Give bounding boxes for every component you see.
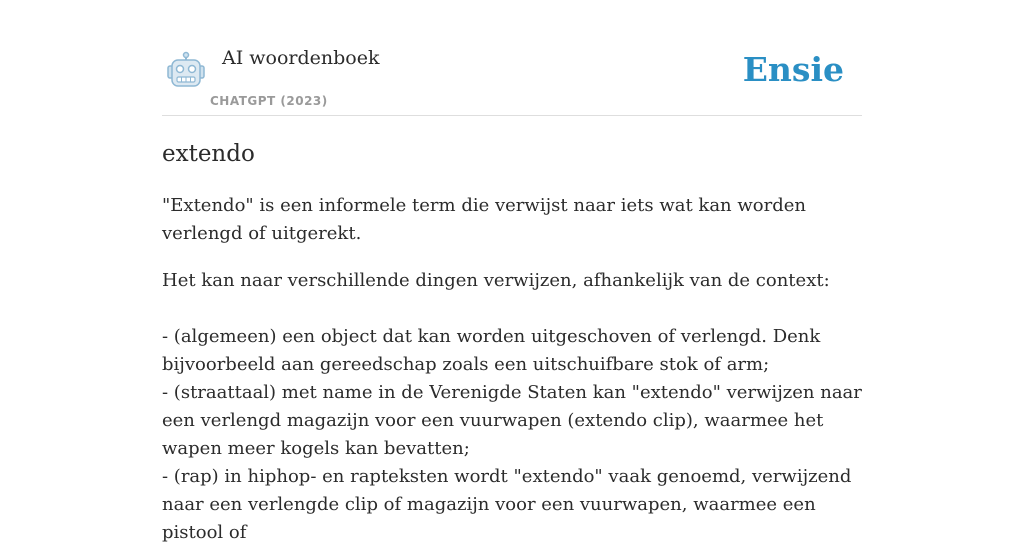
list-item: - (algemeen) een object dat kan worden uitgeschoven of verlengd. Denk bijvoorbeeld aan gereedschap zoals een uitschuifbare stok of arm;: [162, 326, 821, 375]
entry-definition: [162, 192, 862, 547]
definition-paragraph: Het kan naar verschillende dingen verwijzen, afhankelijk van de context:: [162, 270, 830, 291]
entry-term: extendo: [162, 141, 255, 167]
brand-logo[interactable]: Ensie: [742, 50, 844, 89]
source-header: [162, 40, 862, 116]
source-year: CHATGPT (2023): [210, 94, 328, 108]
robot-icon: [166, 52, 206, 90]
list-item: - (rap) in hiphop- en rapteksten wordt "extendo" vaak genoemd, verwijzend naar een verlengde clip of magazijn voor een vuurwapen, waarmee een pistool of: [162, 466, 852, 543]
source-title[interactable]: AI woordenboek: [222, 47, 380, 69]
definition-paragraph: "Extendo" is een informele term die verwijst naar iets wat kan worden verlengd of uitgerekt.: [162, 195, 806, 244]
list-item: - (straattaal) met name in de Verenigde Staten kan "extendo" verwijzen naar een verlengd magazijn voor een vuurwapen (extendo clip), waarmee het wapen meer kogels kan bevatten;: [162, 382, 862, 459]
definition-list: [162, 323, 862, 547]
